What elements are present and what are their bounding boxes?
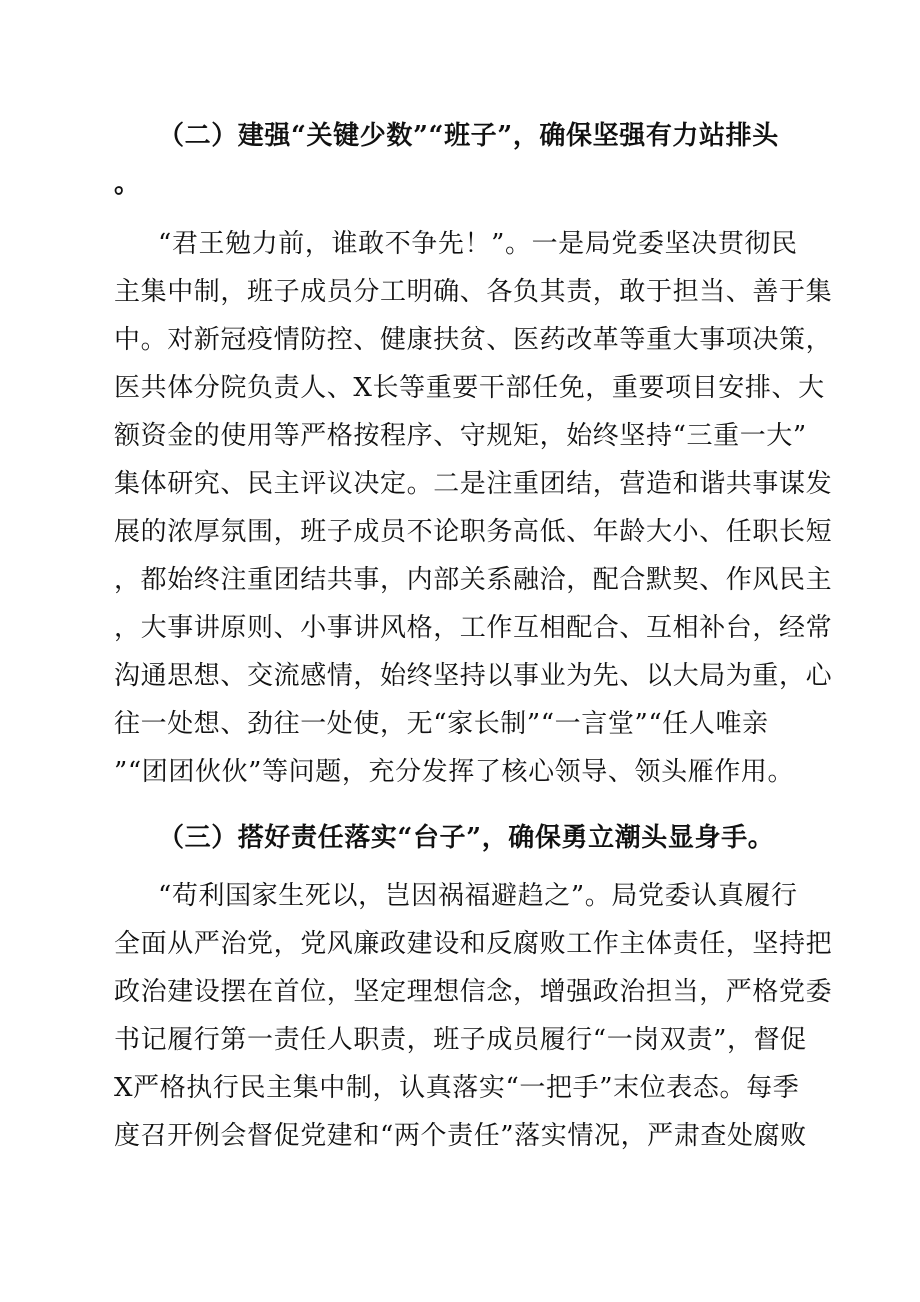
paragraph-line: 书记履行第一责任人职责，班子成员履行“一岗双责”，督促 bbox=[114, 1025, 807, 1055]
section-heading-3: （三）搭好责任落实“台子”，确保勇立潮头显身手。 bbox=[158, 823, 775, 853]
paragraph-line: “君王勉力前，谁敢不争先！”。一是局党委坚决贯彻民 bbox=[158, 229, 798, 259]
paragraph-line: 往一处想、劲往一处使，无“家长制”“一言堂”“任人唯亲 bbox=[114, 709, 769, 739]
paragraph-line: 度召开例会督促党建和“两个责任”落实情况，严肃查处腐败 bbox=[114, 1121, 807, 1151]
paragraph-line: 全面从严治党，党风廉政建设和反腐败工作主体责任，坚持把 bbox=[114, 929, 833, 959]
section-heading-2-line-1: （二）建强“关键少数”“班子”，确保坚强有力站排头 bbox=[158, 121, 779, 151]
paragraph-line: 中。对新冠疫情防控、健康扶贫、医药改革等重大事项决策， bbox=[114, 325, 833, 355]
paragraph-line: 政治建设摆在首位，坚定理想信念，增强政治担当，严格党委 bbox=[114, 977, 833, 1007]
paragraph-line: 集体研究、民主评议决定。二是注重团结，营造和谐共事谋发 bbox=[114, 469, 833, 499]
paragraph-line: 医共体分院负责人、X长等重要干部任免，重要项目安排、大 bbox=[114, 373, 825, 403]
paragraph-line: 主集中制，班子成员分工明确、各负其责，敢于担当、善于集 bbox=[114, 277, 833, 307]
paragraph-line: ，都始终注重团结共事，内部关系融洽，配合默契、作风民主 bbox=[114, 565, 833, 595]
paragraph-line: “苟利国家生死以，岂因祸福避趋之”。局党委认真履行 bbox=[158, 881, 798, 911]
section-heading-2-line-2: 。 bbox=[114, 169, 141, 199]
paragraph-line: X严格执行民主集中制，认真落实“一把手”末位表态。每季 bbox=[114, 1073, 800, 1103]
paragraph-line: ”“团团伙伙”等问题，充分发挥了核心领导、领头雁作用。 bbox=[114, 757, 795, 787]
paragraph-line: 展的浓厚氛围，班子成员不论职务高低、年龄大小、任职长短 bbox=[114, 517, 833, 547]
paragraph-line: 额资金的使用等严格按程序、守规矩，始终坚持“三重一大” bbox=[114, 421, 807, 451]
paragraph-line: 沟通思想、交流感情，始终坚持以事业为先、以大局为重，心 bbox=[114, 661, 833, 691]
paragraph-line: ，大事讲原则、小事讲风格，工作互相配合、互相补台，经常 bbox=[114, 613, 833, 643]
